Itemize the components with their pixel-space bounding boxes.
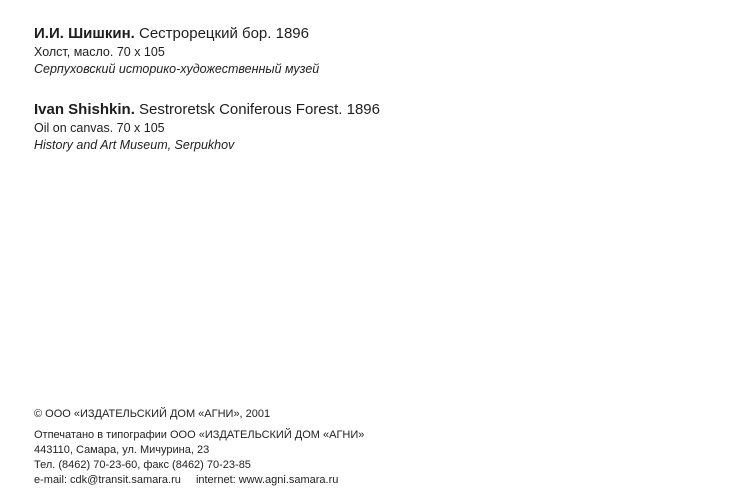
title-line-ru [34,24,319,44]
caption-russian [34,24,319,78]
website-text: internet: www.agni.samara.ru [195,474,339,486]
publisher-footer [34,407,364,488]
caption-english [34,100,380,154]
copyright-notice: © ООО «ИЗДАТЕЛЬСКИЙ ДОМ «АГНИ», 2001 [34,408,271,420]
title-line-en [34,100,380,120]
medium-ru: Холст, масло. 70 x 105 [34,45,165,59]
medium-en: Oil on canvas. 70 x 105 [34,121,165,135]
email-text: e-mail: cdk@transit.samara.ru [34,474,181,486]
contact-line [34,473,364,488]
postal-address: 443110, Самара, ул. Мичурина, 23 [34,444,210,456]
collection-ru: Серпуховский историко-художественный музей [34,62,320,76]
artwork-title-ru: Сестрорецкий бор. 1896 [139,25,309,42]
artist-name-ru: И.И. Шишкин. [34,25,135,42]
phone-fax: Тел. (8462) 70-23-60, факс (8462) 70-23-85 [34,459,251,471]
printing-house: Отпечатано в типографии ООО «ИЗДАТЕЛЬСКИЙ ДОМ «АГНИ» [34,429,365,441]
collection-en: History and Art Museum, Serpukhov [34,138,235,152]
artwork-title-en: Sestroretsk Coniferous Forest. 1896 [139,101,380,118]
artist-name-en: Ivan Shishkin. [34,101,135,118]
